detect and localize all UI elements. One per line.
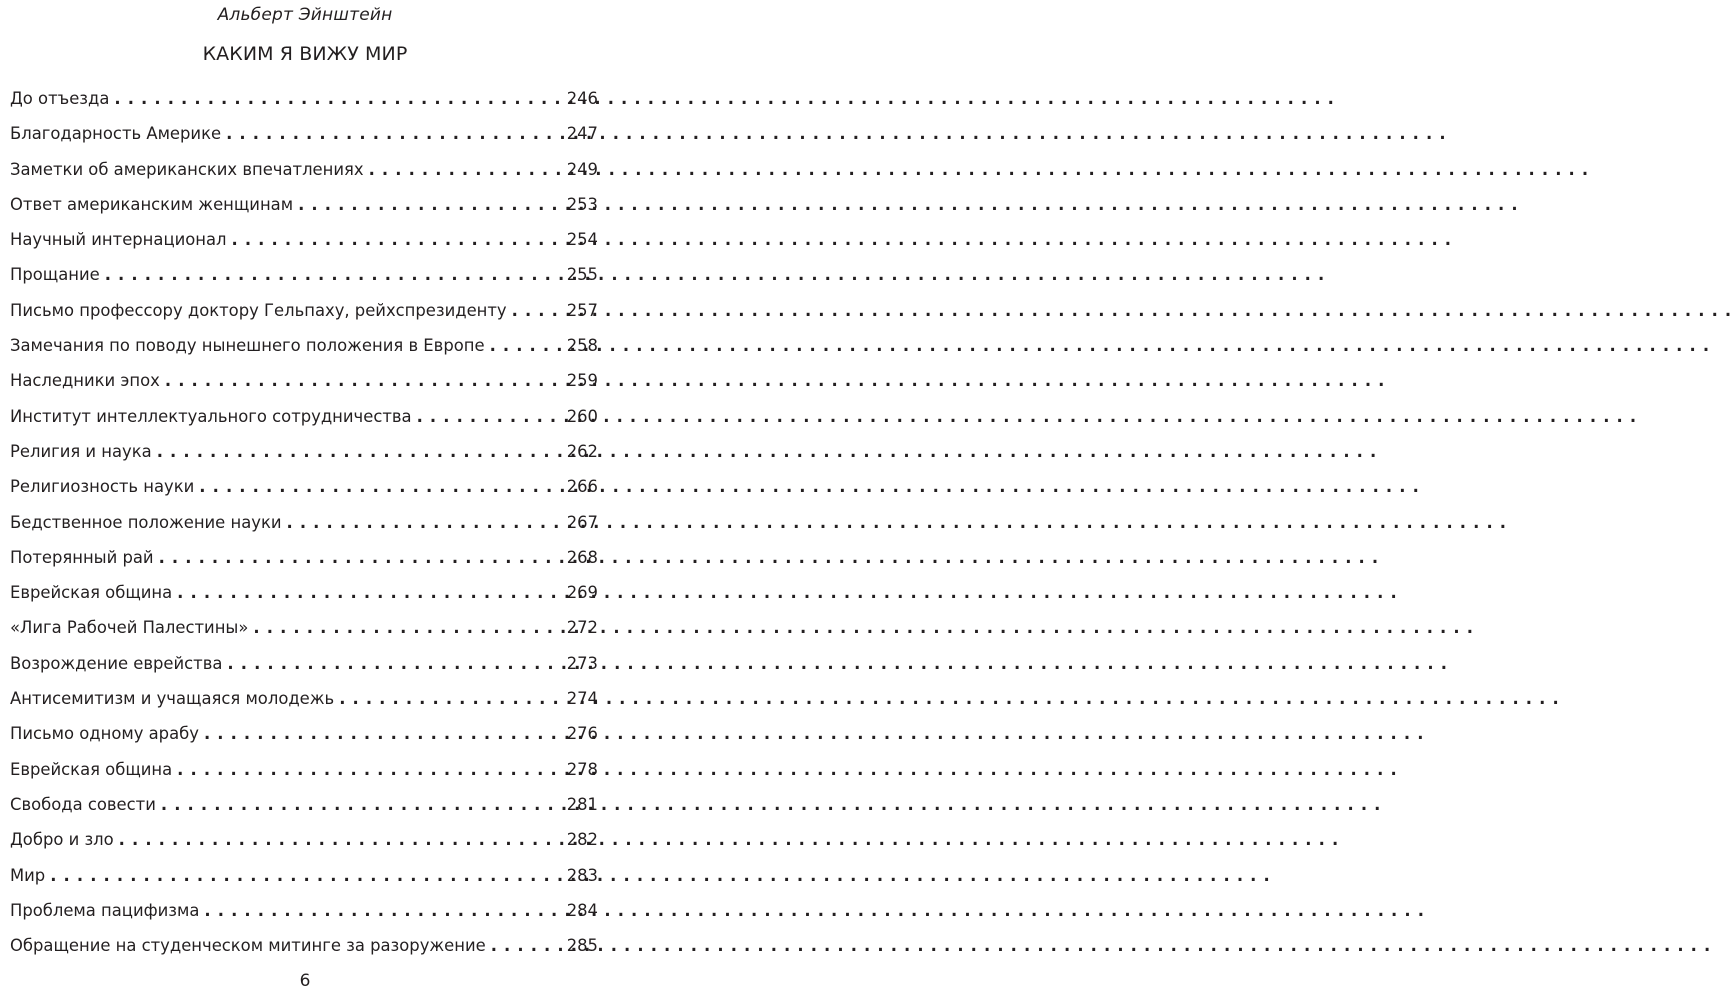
toc-entry-title: Антисемитизм и учащаяся молодежь <box>10 689 335 709</box>
toc-entry-page: 273 <box>566 653 598 673</box>
toc-entry-page: 272 <box>566 618 598 638</box>
toc-entry-title: Институт интеллектуального сотрудничества <box>10 406 412 426</box>
toc-entry-page: 284 <box>566 900 598 920</box>
dot-leader <box>45 861 565 891</box>
toc-entry-page: 253 <box>566 194 598 214</box>
toc-entry-title: Свобода совести <box>10 794 156 814</box>
toc-entry <box>10 543 598 578</box>
toc-entry-title: Религиозность науки <box>10 477 195 497</box>
toc-entry-page: 285 <box>566 936 598 956</box>
running-head-book-title: КАКИМ Я ВИЖУ МИР <box>202 43 408 65</box>
toc-entry-page: 269 <box>566 583 598 603</box>
dot-leader <box>364 155 565 185</box>
toc-entry-page: 283 <box>566 865 598 885</box>
toc-entry-title: Замечания по поводу нынешнего положения в Европе <box>10 336 485 356</box>
dot-leader <box>172 755 565 785</box>
toc-entry <box>10 684 598 719</box>
toc-entry-page: 268 <box>566 547 598 567</box>
toc-entry-page: 281 <box>566 794 598 814</box>
toc-entry-title: Наследники эпох <box>10 371 160 391</box>
toc-entry-page: 278 <box>566 759 598 779</box>
toc-entry-page: 274 <box>566 689 598 709</box>
toc-entry-title: До отъезда <box>10 89 110 108</box>
toc-entry-page: 249 <box>566 159 598 179</box>
toc-entry <box>10 225 598 260</box>
toc-entry <box>10 119 598 154</box>
dot-leader <box>109 84 564 114</box>
dot-leader <box>507 296 565 326</box>
toc-entry <box>10 437 598 472</box>
toc-entry-title: Проблема пацифизма <box>10 900 200 920</box>
dot-leader <box>485 331 565 361</box>
toc-entry <box>10 825 598 860</box>
table-of-contents <box>10 84 598 966</box>
toc-entry-title: Заметки об американских впечатлениях <box>10 159 364 179</box>
dot-leader <box>293 190 565 220</box>
toc-entry-title: Мир <box>10 865 46 885</box>
toc-entry <box>10 931 598 966</box>
toc-entry <box>10 331 598 366</box>
dot-leader <box>199 719 565 749</box>
toc-entry-title: Благодарность Америке <box>10 124 222 144</box>
toc-entry <box>10 296 598 331</box>
toc-entry-title: Письмо одному арабу <box>10 724 199 744</box>
page-number: 6 <box>299 971 311 991</box>
toc-entry <box>10 755 598 790</box>
toc-entry <box>10 508 598 543</box>
toc-entry-page: 247 <box>566 124 598 144</box>
dot-leader <box>221 119 565 149</box>
toc-entry-page: 259 <box>566 371 598 391</box>
toc-entry <box>10 84 598 119</box>
dot-leader <box>282 508 565 538</box>
toc-entry <box>10 402 598 437</box>
dot-leader <box>227 225 565 255</box>
dot-leader <box>156 790 565 820</box>
toc-entry-page: 262 <box>566 441 598 461</box>
dot-leader <box>334 684 565 714</box>
toc-entry-title: Научный интернационал <box>10 230 227 250</box>
toc-entry <box>10 366 598 401</box>
dot-leader <box>248 613 564 643</box>
toc-entry-page: 255 <box>566 265 598 285</box>
dot-leader <box>152 437 565 467</box>
toc-entry-title: Прощание <box>10 265 100 285</box>
running-head-author: Альберт Эйнштейн <box>217 5 393 25</box>
dot-leader <box>114 825 565 855</box>
dot-leader <box>172 578 565 608</box>
toc-entry-page: 258 <box>566 336 598 356</box>
toc-entry-page: 276 <box>566 724 598 744</box>
toc-entry-title: Ответ американским женщинам <box>10 194 294 214</box>
toc-entry <box>10 260 598 295</box>
toc-entry <box>10 861 598 896</box>
toc-entry-title: Обращение на студенческом митинге за разоружение <box>10 936 486 956</box>
toc-entry-page: 246 <box>566 89 598 108</box>
toc-entry-title: Возрождение еврейства <box>10 653 223 673</box>
toc-entry-title: Еврейская община <box>10 759 173 779</box>
toc-entry-page: 257 <box>566 300 598 320</box>
toc-entry <box>10 155 598 190</box>
toc-entry-page: 266 <box>566 477 598 497</box>
dot-leader <box>194 472 564 502</box>
toc-entry <box>10 649 598 684</box>
toc-entry <box>10 190 598 225</box>
toc-entry <box>10 896 598 931</box>
toc-entry <box>10 613 598 648</box>
toc-entry-title: Религия и наука <box>10 441 152 461</box>
dot-leader <box>100 260 565 290</box>
toc-entry-title: Еврейская община <box>10 583 173 603</box>
toc-entry-title: Бедственное положение науки <box>10 512 282 532</box>
toc-entry-page: 267 <box>566 512 598 532</box>
toc-entry-page: 254 <box>566 230 598 250</box>
toc-entry <box>10 719 598 754</box>
toc-entry-page: 260 <box>566 406 598 426</box>
dot-leader <box>412 402 565 432</box>
toc-entry-title: Добро и зло <box>10 830 114 850</box>
toc-entry-title: Письмо профессору доктору Гельпаху, рейхспрезиденту <box>10 300 507 320</box>
toc-entry-title: Потерянный рай <box>10 547 154 567</box>
dot-leader <box>199 896 564 926</box>
dot-leader <box>160 366 565 396</box>
toc-entry <box>10 578 598 613</box>
toc-entry-title: «Лига Рабочей Палестины» <box>10 618 249 638</box>
toc-entry <box>10 472 598 507</box>
dot-leader <box>222 649 564 679</box>
dot-leader <box>486 931 565 961</box>
toc-entry <box>10 790 598 825</box>
toc-entry-page: 282 <box>566 830 598 850</box>
dot-leader <box>154 543 565 573</box>
